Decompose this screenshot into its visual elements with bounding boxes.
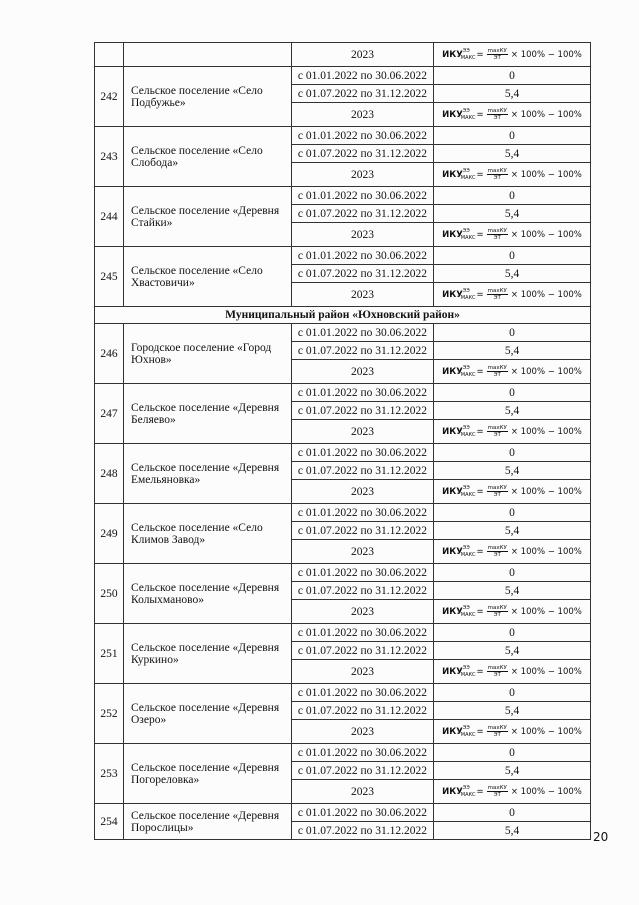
formula (442, 168, 582, 181)
formula-eq: = (476, 486, 484, 497)
formula-lhs: ИКУ (442, 289, 463, 300)
formula-fraction (487, 168, 508, 181)
formula-numerator: maxКУ (487, 48, 507, 55)
settlement-name (124, 43, 292, 67)
formula-eq: = (476, 169, 484, 180)
row-number: 245 (95, 247, 124, 307)
period-cell: с 01.01.2022 по 30.06.2022 (292, 564, 434, 582)
formula-cell (434, 780, 591, 804)
formula-denominator: ЭТ (493, 175, 501, 182)
formula-lhs: ИКУ (442, 606, 463, 617)
row-number: 252 (95, 684, 124, 744)
period-cell: с 01.01.2022 по 30.06.2022 (292, 624, 434, 642)
formula-numerator: maxКУ (487, 228, 507, 235)
section-row (95, 307, 591, 324)
formula-cell (434, 600, 591, 624)
value-cell: 0 (434, 684, 591, 702)
formula-eq: = (476, 666, 484, 677)
formula-lhs-sup: ЭЭ (462, 544, 470, 551)
period-cell: 2023 (292, 660, 434, 684)
formula-cell (434, 480, 591, 504)
value-cell: 0 (434, 67, 591, 85)
formula-cell (434, 283, 591, 307)
period-cell: 2023 (292, 283, 434, 307)
formula-denominator: ЭТ (493, 612, 501, 619)
value-cell: 0 (434, 127, 591, 145)
formula-cell (434, 43, 591, 67)
formula-eq: = (476, 546, 484, 557)
period-cell: с 01.01.2022 по 30.06.2022 (292, 744, 434, 762)
formula-denominator: ЭТ (493, 792, 501, 799)
formula-denominator: ЭТ (493, 115, 501, 122)
settlement-name: Сельское поселение «Деревня Погореловка» (124, 744, 292, 804)
period-cell: с 01.07.2022 по 31.12.2022 (292, 265, 434, 283)
period-cell: с 01.07.2022 по 31.12.2022 (292, 85, 434, 103)
table-row (95, 43, 591, 67)
period-cell: с 01.07.2022 по 31.12.2022 (292, 402, 434, 420)
formula-tail: × 100% − 100% (510, 666, 582, 677)
formula-lhs-sub: МАКС (460, 234, 476, 241)
formula-tail: × 100% − 100% (510, 289, 582, 300)
formula-denominator: ЭТ (493, 492, 501, 499)
value-cell: 5,4 (434, 582, 591, 600)
period-cell: с 01.07.2022 по 31.12.2022 (292, 342, 434, 360)
formula-cell (434, 223, 591, 247)
formula (442, 665, 582, 678)
row-number: 244 (95, 187, 124, 247)
formula-numerator: maxКУ (487, 168, 507, 175)
formula-tail: × 100% − 100% (510, 426, 582, 437)
value-cell: 0 (434, 504, 591, 522)
value-cell: 5,4 (434, 85, 591, 103)
table-row (95, 684, 591, 702)
formula-tail: × 100% − 100% (510, 109, 582, 120)
table-row (95, 127, 591, 145)
formula-eq: = (476, 49, 484, 60)
period-cell: с 01.01.2022 по 30.06.2022 (292, 504, 434, 522)
formula (442, 605, 582, 618)
period-cell: с 01.01.2022 по 30.06.2022 (292, 384, 434, 402)
formula-fraction (487, 228, 508, 241)
formula (442, 288, 582, 301)
value-cell: 5,4 (434, 402, 591, 420)
period-cell: 2023 (292, 420, 434, 444)
formula-fraction (487, 725, 508, 738)
formula-numerator: maxКУ (487, 545, 507, 552)
formula-cell (434, 420, 591, 444)
period-cell: с 01.07.2022 по 31.12.2022 (292, 642, 434, 660)
period-cell: с 01.01.2022 по 30.06.2022 (292, 247, 434, 265)
formula-lhs-sub: МАКС (460, 294, 476, 301)
formula-lhs-sup: ЭЭ (462, 484, 470, 491)
period-cell: 2023 (292, 223, 434, 247)
formula-lhs-sub: МАКС (460, 611, 476, 618)
formula-lhs-sup: ЭЭ (462, 364, 470, 371)
value-cell: 0 (434, 324, 591, 342)
settlement-name: Сельское поселение «Деревня Стайки» (124, 187, 292, 247)
row-number: 242 (95, 67, 124, 127)
formula-lhs-sub: МАКС (460, 791, 476, 798)
formula-cell (434, 540, 591, 564)
period-cell: 2023 (292, 103, 434, 127)
period-cell: 2023 (292, 720, 434, 744)
settlement-name: Сельское поселение «Деревня Емельяновка» (124, 444, 292, 504)
row-number: 249 (95, 504, 124, 564)
period-cell: с 01.07.2022 по 31.12.2022 (292, 145, 434, 163)
value-cell: 0 (434, 564, 591, 582)
row-number: 243 (95, 127, 124, 187)
formula-lhs: ИКУ (442, 486, 463, 497)
value-cell: 0 (434, 624, 591, 642)
formula-eq: = (476, 366, 484, 377)
formula-numerator: maxКУ (487, 485, 507, 492)
period-cell: с 01.01.2022 по 30.06.2022 (292, 324, 434, 342)
formula-eq: = (476, 606, 484, 617)
settlement-name: Сельское поселение «Село Хвастовичи» (124, 247, 292, 307)
formula (442, 365, 582, 378)
formula-tail: × 100% − 100% (510, 49, 582, 60)
table-row (95, 324, 591, 342)
period-cell: 2023 (292, 163, 434, 187)
formula-denominator: ЭТ (493, 295, 501, 302)
value-cell: 0 (434, 187, 591, 205)
value-cell: 5,4 (434, 702, 591, 720)
formula-tail: × 100% − 100% (510, 606, 582, 617)
value-cell: 0 (434, 247, 591, 265)
formula-lhs-sup: ЭЭ (462, 604, 470, 611)
value-cell: 0 (434, 744, 591, 762)
table-row (95, 804, 591, 822)
formula-lhs-sub: МАКС (460, 551, 476, 558)
formula-numerator: maxКУ (487, 365, 507, 372)
period-cell: с 01.01.2022 по 30.06.2022 (292, 67, 434, 85)
formula-lhs-sup: ЭЭ (462, 664, 470, 671)
formula-lhs-sub: МАКС (460, 431, 476, 438)
formula (442, 545, 582, 558)
formula-lhs: ИКУ (442, 49, 463, 60)
period-cell: 2023 (292, 480, 434, 504)
period-cell: 2023 (292, 600, 434, 624)
table-row (95, 444, 591, 462)
table-row (95, 384, 591, 402)
formula (442, 485, 582, 498)
formula-lhs-sub: МАКС (460, 371, 476, 378)
row-number: 247 (95, 384, 124, 444)
formula-denominator: ЭТ (493, 432, 501, 439)
formula-lhs: ИКУ (442, 666, 463, 677)
period-cell: 2023 (292, 780, 434, 804)
formula-eq: = (476, 786, 484, 797)
tariff-table-body (95, 43, 591, 840)
value-cell: 0 (434, 804, 591, 822)
formula-denominator: ЭТ (493, 732, 501, 739)
formula-tail: × 100% − 100% (510, 486, 582, 497)
row-number: 250 (95, 564, 124, 624)
formula-numerator: maxКУ (487, 108, 507, 115)
value-cell: 0 (434, 384, 591, 402)
formula (442, 785, 582, 798)
value-cell: 5,4 (434, 145, 591, 163)
formula-lhs-sup: ЭЭ (462, 287, 470, 294)
settlement-name: Сельское поселение «Деревня Колыхманово» (124, 564, 292, 624)
formula-tail: × 100% − 100% (510, 229, 582, 240)
settlement-name: Сельское поселение «Село Слобода» (124, 127, 292, 187)
formula-fraction (487, 288, 508, 301)
formula (442, 108, 582, 121)
formula-numerator: maxКУ (487, 665, 507, 672)
formula-lhs: ИКУ (442, 109, 463, 120)
formula-eq: = (476, 109, 484, 120)
period-cell: с 01.07.2022 по 31.12.2022 (292, 702, 434, 720)
formula-denominator: ЭТ (493, 672, 501, 679)
period-cell: с 01.07.2022 по 31.12.2022 (292, 582, 434, 600)
formula-lhs-sub: МАКС (460, 671, 476, 678)
settlement-name: Сельское поселение «Деревня Беляево» (124, 384, 292, 444)
value-cell: 5,4 (434, 205, 591, 223)
formula-fraction (487, 48, 508, 61)
formula-eq: = (476, 229, 484, 240)
formula (442, 228, 582, 241)
section-header: Муниципальный район «Юхновский район» (95, 307, 591, 324)
value-cell: 5,4 (434, 642, 591, 660)
formula-lhs: ИКУ (442, 726, 463, 737)
period-cell: с 01.07.2022 по 31.12.2022 (292, 822, 434, 840)
formula-fraction (487, 485, 508, 498)
formula-lhs-sup: ЭЭ (462, 107, 470, 114)
table-row (95, 624, 591, 642)
period-cell: с 01.07.2022 по 31.12.2022 (292, 522, 434, 540)
formula-lhs-sub: МАКС (460, 174, 476, 181)
table-row (95, 564, 591, 582)
formula-tail: × 100% − 100% (510, 786, 582, 797)
period-cell: с 01.01.2022 по 30.06.2022 (292, 127, 434, 145)
settlement-name: Сельское поселение «Деревня Озеро» (124, 684, 292, 744)
formula (442, 725, 582, 738)
formula-lhs-sup: ЭЭ (462, 47, 470, 54)
formula-lhs: ИКУ (442, 169, 463, 180)
formula-fraction (487, 425, 508, 438)
row-number: 251 (95, 624, 124, 684)
settlement-name: Сельское поселение «Село Подбужье» (124, 67, 292, 127)
formula-fraction (487, 605, 508, 618)
table-row (95, 744, 591, 762)
formula-cell (434, 103, 591, 127)
formula-cell (434, 660, 591, 684)
formula-cell (434, 720, 591, 744)
value-cell: 5,4 (434, 462, 591, 480)
formula-fraction (487, 108, 508, 121)
period-cell: с 01.07.2022 по 31.12.2022 (292, 462, 434, 480)
formula-lhs-sup: ЭЭ (462, 724, 470, 731)
value-cell: 5,4 (434, 762, 591, 780)
settlement-name: Сельское поселение «Село Климов Завод» (124, 504, 292, 564)
row-number: 253 (95, 744, 124, 804)
formula-cell (434, 163, 591, 187)
formula (442, 48, 582, 61)
period-cell: 2023 (292, 360, 434, 384)
formula-tail: × 100% − 100% (510, 546, 582, 557)
formula-tail: × 100% − 100% (510, 366, 582, 377)
formula-fraction (487, 785, 508, 798)
formula-lhs-sup: ЭЭ (462, 227, 470, 234)
value-cell: 0 (434, 444, 591, 462)
period-cell: 2023 (292, 43, 434, 67)
table-row (95, 187, 591, 205)
formula-lhs: ИКУ (442, 426, 463, 437)
formula-numerator: maxКУ (487, 725, 507, 732)
formula-eq: = (476, 289, 484, 300)
row-number (95, 43, 124, 67)
formula-fraction (487, 545, 508, 558)
formula-cell (434, 360, 591, 384)
formula-lhs-sub: МАКС (460, 114, 476, 121)
formula-lhs-sub: МАКС (460, 54, 476, 61)
period-cell: с 01.01.2022 по 30.06.2022 (292, 684, 434, 702)
formula-denominator: ЭТ (493, 55, 501, 62)
formula-lhs: ИКУ (442, 546, 463, 557)
settlement-name: Сельское поселение «Деревня Куркино» (124, 624, 292, 684)
formula-denominator: ЭТ (493, 372, 501, 379)
formula-denominator: ЭТ (493, 235, 501, 242)
period-cell: с 01.01.2022 по 30.06.2022 (292, 187, 434, 205)
formula-numerator: maxКУ (487, 288, 507, 295)
value-cell: 5,4 (434, 522, 591, 540)
formula-lhs: ИКУ (442, 786, 463, 797)
period-cell: 2023 (292, 540, 434, 564)
formula-numerator: maxКУ (487, 785, 507, 792)
formula-tail: × 100% − 100% (510, 726, 582, 737)
formula-eq: = (476, 426, 484, 437)
value-cell: 5,4 (434, 265, 591, 283)
page-number: 20 (593, 830, 609, 844)
formula-fraction (487, 665, 508, 678)
row-number: 246 (95, 324, 124, 384)
tariff-table (94, 42, 591, 840)
value-cell: 5,4 (434, 342, 591, 360)
row-number: 254 (95, 804, 124, 840)
table-row (95, 247, 591, 265)
row-number: 248 (95, 444, 124, 504)
formula-lhs-sup: ЭЭ (462, 167, 470, 174)
formula-lhs-sub: МАКС (460, 731, 476, 738)
formula (442, 425, 582, 438)
formula-lhs-sup: ЭЭ (462, 784, 470, 791)
formula-numerator: maxКУ (487, 605, 507, 612)
settlement-name: Сельское поселение «Деревня Порослицы» (124, 804, 292, 840)
formula-lhs-sub: МАКС (460, 491, 476, 498)
formula-fraction (487, 365, 508, 378)
formula-lhs: ИКУ (442, 366, 463, 377)
formula-numerator: maxКУ (487, 425, 507, 432)
settlement-name: Городское поселение «Город Юхнов» (124, 324, 292, 384)
formula-eq: = (476, 726, 484, 737)
period-cell: с 01.01.2022 по 30.06.2022 (292, 444, 434, 462)
table-row (95, 504, 591, 522)
value-cell: 5,4 (434, 822, 591, 840)
period-cell: с 01.01.2022 по 30.06.2022 (292, 804, 434, 822)
period-cell: с 01.07.2022 по 31.12.2022 (292, 762, 434, 780)
formula-tail: × 100% − 100% (510, 169, 582, 180)
table-row (95, 67, 591, 85)
formula-denominator: ЭТ (493, 552, 501, 559)
formula-lhs-sup: ЭЭ (462, 424, 470, 431)
formula-lhs: ИКУ (442, 229, 463, 240)
period-cell: с 01.07.2022 по 31.12.2022 (292, 205, 434, 223)
